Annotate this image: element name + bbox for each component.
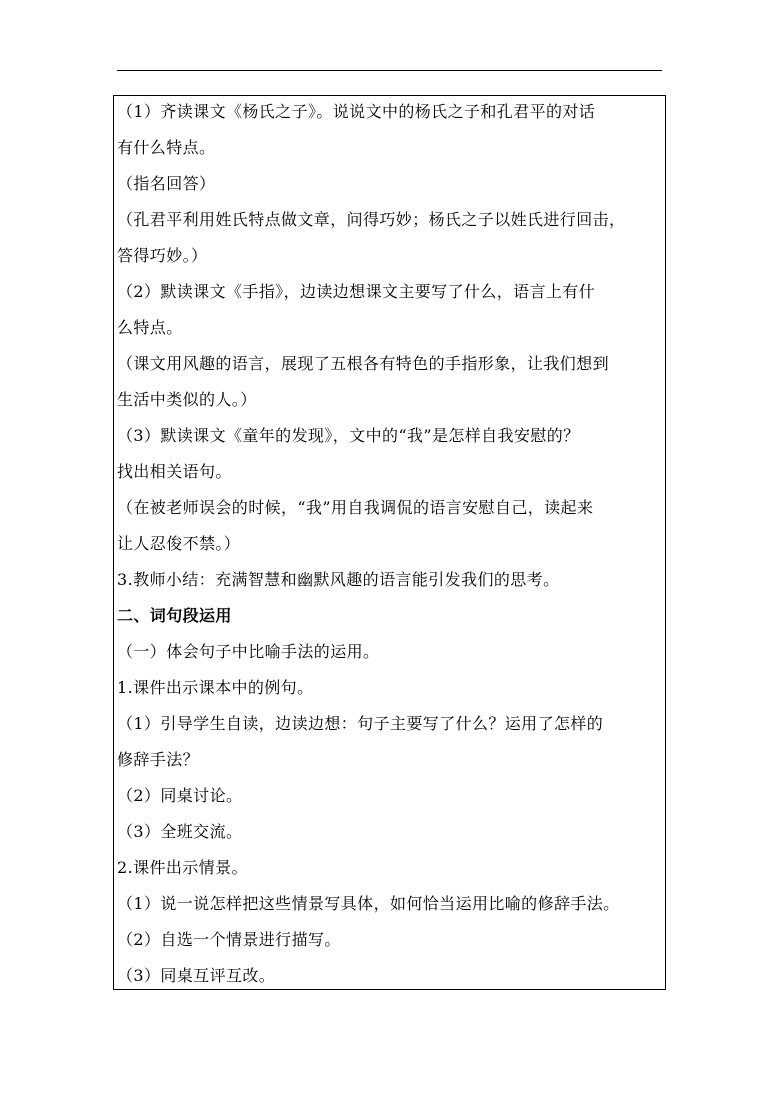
section-heading: 二、词句段运用 bbox=[117, 606, 232, 625]
step-one-sub3: （3）全班交流。 bbox=[117, 822, 243, 841]
q3-answer-line2: 让人忍俊不禁。） bbox=[117, 534, 241, 553]
step-one-sub1-line2: 修辞手法？ bbox=[117, 750, 200, 769]
step-one: 1.课件出示课本中的例句。 bbox=[117, 678, 314, 697]
q1-text-line2: 有什么特点。 bbox=[117, 138, 216, 157]
step-two: 2.课件出示情景。 bbox=[117, 858, 248, 877]
q2-text-line2: 么特点。 bbox=[117, 318, 183, 337]
part-one-title: （一）体会句子中比喻手法的运用。 bbox=[117, 642, 380, 661]
q1-note: （指名回答） bbox=[117, 174, 216, 193]
q1-answer-line2: 答得巧妙。） bbox=[117, 246, 208, 265]
q3-text-line1: （3）默读课文《童年的发现》，文中的“我”是怎样自我安慰的？ bbox=[117, 426, 580, 445]
q2-text-line1: （2）默读课文《手指》，边读边想课文主要写了什么，语言上有什 bbox=[117, 282, 596, 301]
step-two-sub2: （2）自选一个情景进行描写。 bbox=[117, 930, 341, 949]
step-one-sub2: （2）同桌讨论。 bbox=[117, 786, 243, 805]
q1-answer-line1: （孔君平利用姓氏特点做文章，问得巧妙；杨氏之子以姓氏进行回击， bbox=[117, 210, 626, 229]
step-one-sub1-line1: （1）引导学生自读，边读边想：句子主要写了什么？运用了怎样的 bbox=[117, 714, 604, 733]
header-rule bbox=[117, 70, 662, 71]
teacher-summary: 3.教师小结：充满智慧和幽默风趣的语言能引发我们的思考。 bbox=[117, 570, 560, 589]
q2-answer-line2: 生活中类似的人。） bbox=[117, 390, 257, 409]
step-two-sub3: （3）同桌互评互改。 bbox=[117, 966, 276, 985]
q2-answer-line1: （课文用风趣的语言，展现了五根各有特色的手指形象，让我们想到 bbox=[117, 354, 610, 373]
step-two-sub1: （1）说一说怎样把这些情景写具体，如何恰当运用比喻的修辞手法。 bbox=[117, 894, 620, 913]
q3-text-line2: 找出相关语句。 bbox=[117, 462, 232, 481]
q3-answer-line1: （在被老师误会的时候，“我”用自我调侃的语言安慰自己，读起来 bbox=[117, 498, 594, 517]
q1-text-line1: （1）齐读课文《杨氏之子》。说说文中的杨氏之子和孔君平的对话 bbox=[117, 102, 596, 121]
